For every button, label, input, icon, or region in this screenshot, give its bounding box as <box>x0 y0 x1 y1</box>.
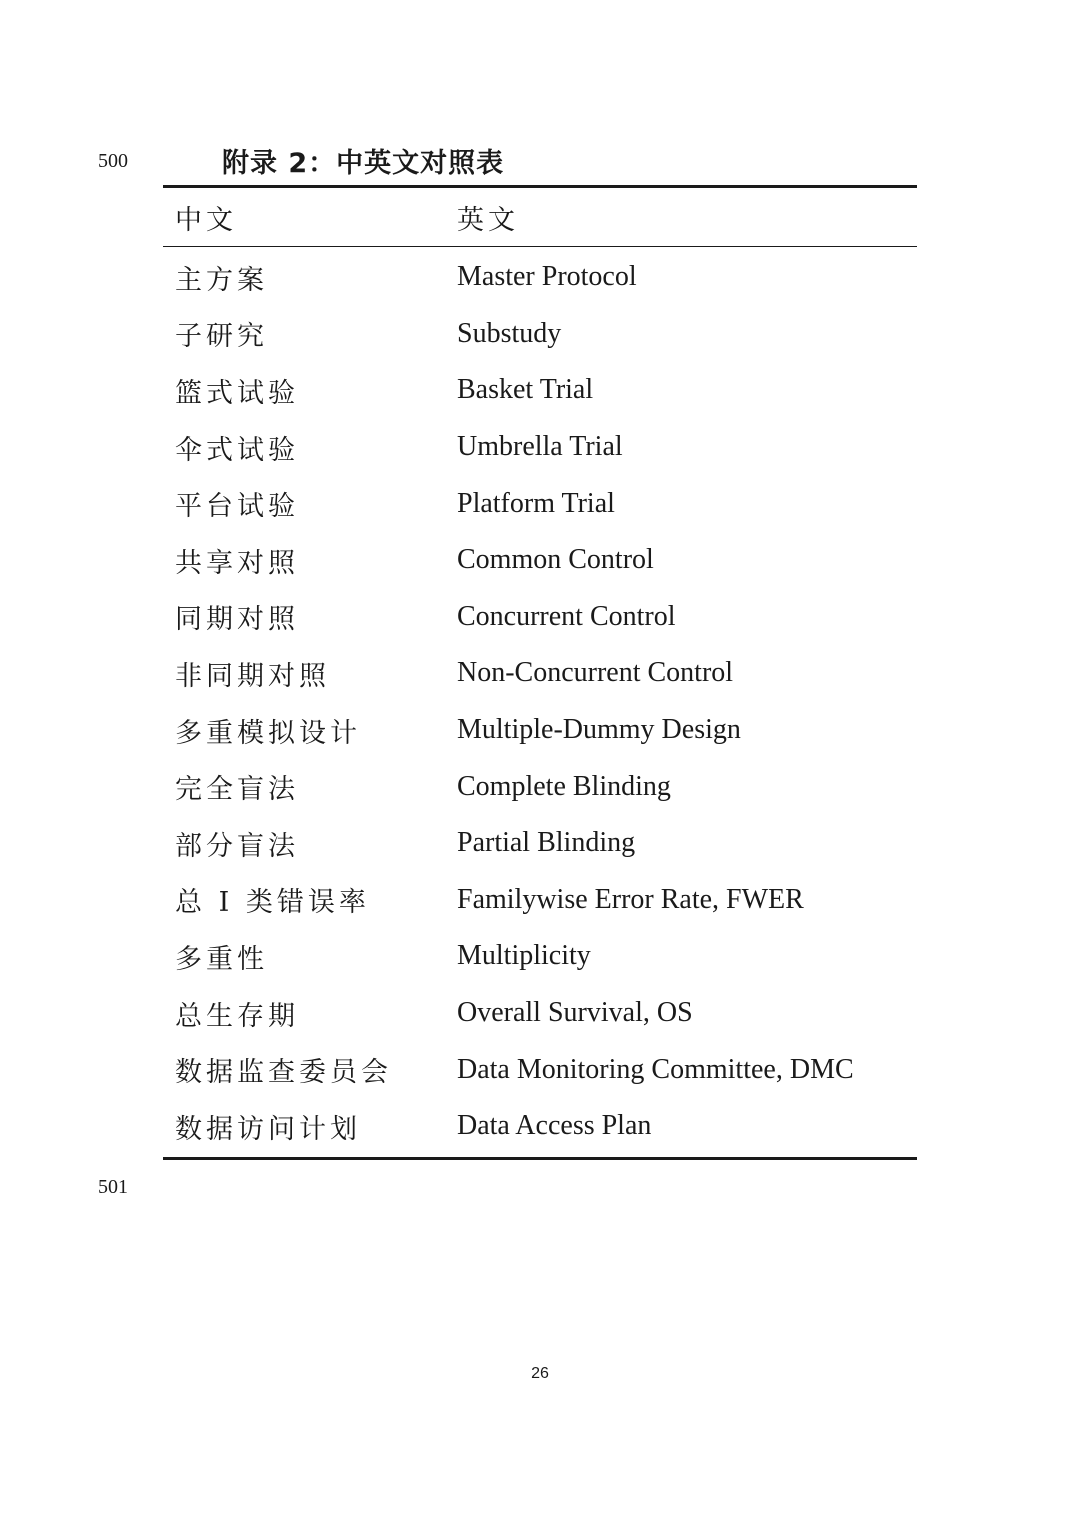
term-english: Non-Concurrent Control <box>457 657 734 689</box>
table-row <box>163 306 917 363</box>
term-english: Familywise Error Rate, FWER <box>457 883 804 915</box>
term-english: Complete Blinding <box>457 770 671 802</box>
term-chinese: 总 I 类错误率 <box>175 887 370 919</box>
line-number-top: 500 <box>98 150 128 172</box>
glossary-table <box>163 185 917 1160</box>
table-row <box>163 1041 917 1098</box>
term-english: Data Access Plan <box>457 1110 652 1142</box>
term-chinese: 主方案 <box>175 264 268 296</box>
table-bottom-rule <box>163 1157 917 1160</box>
table-row <box>163 532 917 589</box>
term-english: Common Control <box>457 544 654 576</box>
table-row <box>163 419 917 476</box>
table-row <box>163 645 917 702</box>
term-chinese: 完全盲法 <box>175 774 299 806</box>
table-row <box>163 758 917 815</box>
term-chinese: 部分盲法 <box>175 830 299 862</box>
term-chinese: 多重性 <box>175 943 268 975</box>
term-chinese: 总生存期 <box>175 1000 299 1032</box>
term-chinese: 子研究 <box>175 321 268 353</box>
term-english: Concurrent Control <box>457 600 676 632</box>
term-chinese: 非同期对照 <box>175 660 330 692</box>
term-english: Platform Trial <box>457 487 615 519</box>
term-english: Substudy <box>457 317 562 349</box>
appendix-heading: 附录 2：中英文对照表 <box>222 148 505 179</box>
term-english: Master Protocol <box>457 261 637 293</box>
term-chinese: 数据访问计划 <box>175 1113 361 1145</box>
term-chinese: 数据监查委员会 <box>175 1057 392 1089</box>
term-chinese: 伞式试验 <box>175 434 299 466</box>
table-row <box>163 589 917 646</box>
term-chinese: 同期对照 <box>175 604 299 636</box>
table-row <box>163 872 917 929</box>
header-chinese: 中文 <box>175 204 237 236</box>
table-header-row <box>163 188 917 246</box>
header-english: 英文 <box>457 204 519 236</box>
term-english: Umbrella Trial <box>457 431 623 463</box>
table-row <box>163 475 917 532</box>
table-row <box>163 362 917 419</box>
table-row <box>163 249 917 306</box>
table-row <box>163 985 917 1042</box>
term-english: Overall Survival, OS <box>457 997 693 1029</box>
table-row <box>163 815 917 872</box>
term-english: Partial Blinding <box>457 827 636 859</box>
page-number: 26 <box>531 1365 549 1382</box>
line-number-bottom: 501 <box>98 1176 128 1198</box>
term-chinese: 多重模拟设计 <box>175 717 361 749</box>
table-row <box>163 928 917 985</box>
term-english: Data Monitoring Committee, DMC <box>457 1053 854 1085</box>
term-english: Basket Trial <box>457 374 594 406</box>
term-english: Multiplicity <box>457 940 591 972</box>
table-row <box>163 702 917 759</box>
table-row <box>163 1098 917 1155</box>
term-chinese: 共享对照 <box>175 547 299 579</box>
term-chinese: 篮式试验 <box>175 377 299 409</box>
table-body <box>163 247 917 1157</box>
term-chinese: 平台试验 <box>175 491 299 523</box>
term-english: Multiple-Dummy Design <box>457 714 741 746</box>
